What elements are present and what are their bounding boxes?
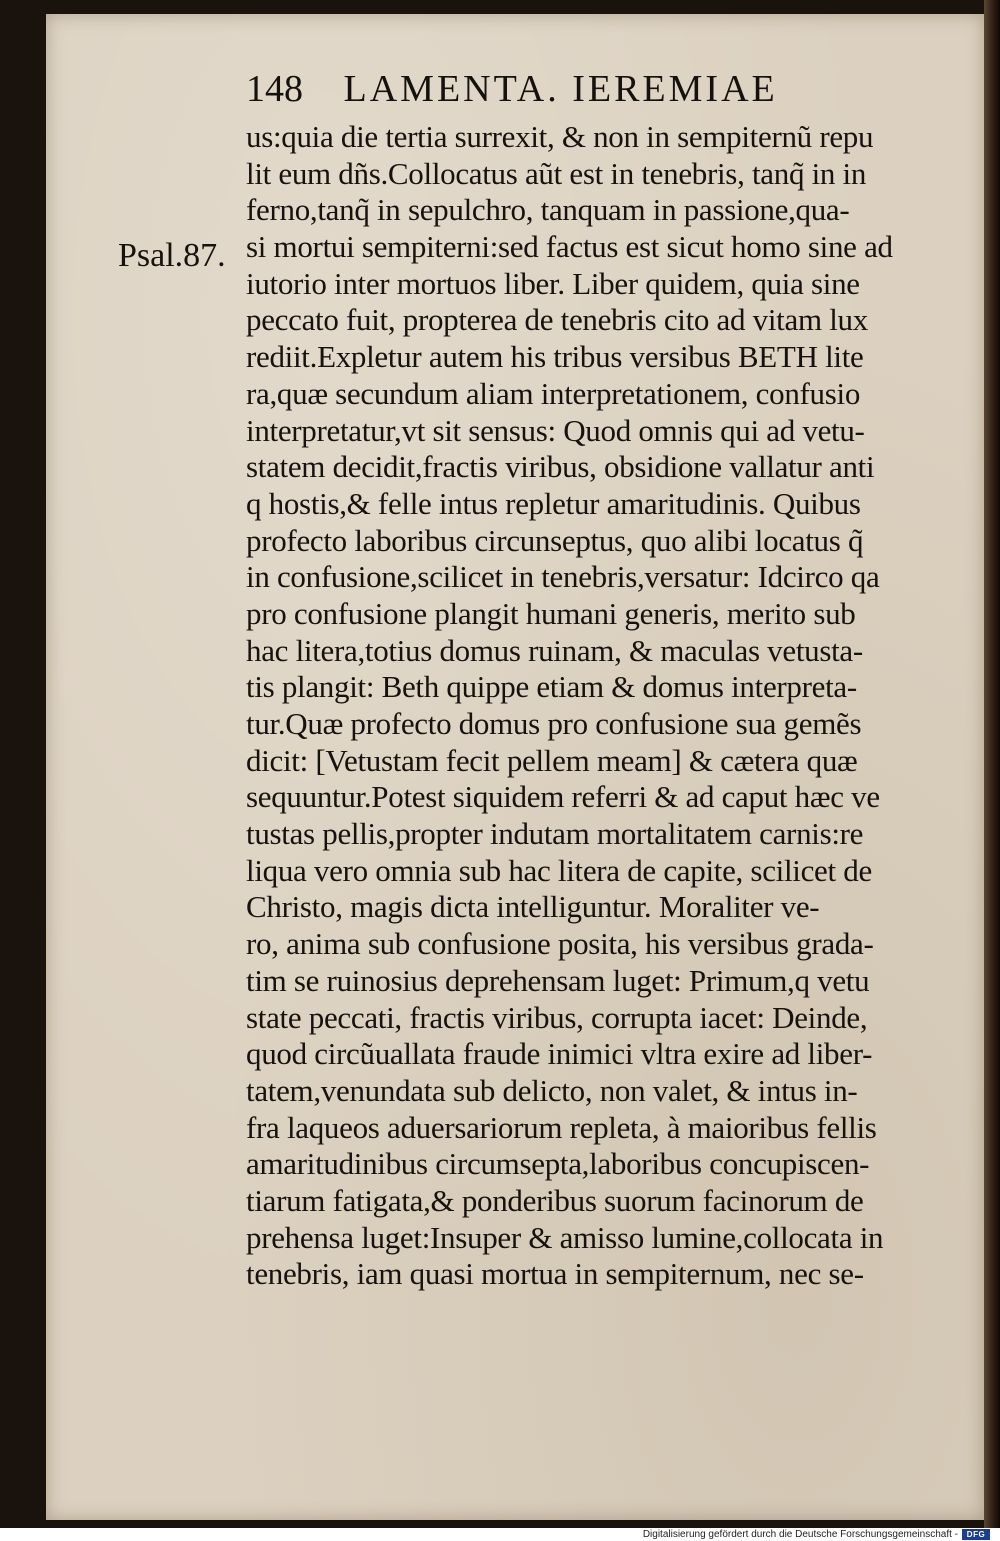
text-line: tenebris, iam quasi mortua in sempiternum, nec se- — [246, 1256, 864, 1292]
text-line: peccato fuit, propterea de tenebris cito ad vitam lux — [246, 302, 868, 338]
text-line: ferno,tanq̃ in sepulchro, tanquam in passione,qua- — [246, 192, 850, 228]
text-line: q hostis,& felle intus repletur amaritudinis. Quibus — [246, 485, 861, 521]
text-line: prehensa luget:Insuper & amisso lumine,collocata in — [246, 1219, 884, 1255]
text-line: tis plangit: Beth quippe etiam & domus interpreta- — [246, 669, 857, 705]
text-line: tur.Quæ profecto domus pro confusione sua gemẽs — [246, 706, 862, 741]
text-line: fra laqueos aduersariorum repleta, à maioribus fellis — [246, 1109, 877, 1145]
text-line: ro, anima sub confusione posita, his versibus grada- — [246, 926, 874, 962]
text-line: pro confusione plangit humani generis, merito sub — [246, 595, 856, 631]
text-line: tiarum fatigata,& ponderibus suorum facinorum de — [246, 1182, 864, 1218]
footer-bar — [0, 1528, 1000, 1541]
text-line: Christo, magis dicta intelliguntur. Moraliter ve- — [246, 889, 820, 925]
book-edge — [984, 0, 1000, 1528]
text-line: tustas pellis,propter indutam mortalitatem carnis:re — [246, 816, 864, 852]
text-line: si mortui sempiterni:sed factus est sicut homo sine ad — [246, 229, 893, 265]
text-line: rediit.Expletur autem his tribus versibus BETH lite — [246, 339, 864, 375]
text-line: quod circũuallata fraude inimici vltra exire ad liber- — [246, 1036, 873, 1072]
margin-note: Psal.87. — [118, 237, 226, 274]
text-line: profecto laboribus circunseptus, quo alibi locatus q̃ — [246, 522, 864, 558]
text-line: iutorio inter mortuos liber. Liber quidem, quia sine — [246, 265, 860, 301]
text-line: state peccati, fractis viribus, corrupta iacet: Deinde, — [246, 999, 868, 1035]
text-line: amaritudinibus circumsepta,laboribus concupiscen- — [246, 1146, 870, 1182]
text-line: interpretatur,vt sit sensus: Quod omnis qui ad vetu- — [246, 412, 865, 448]
text-line: in confusione,scilicet in tenebris,versatur: Idcirco qa — [246, 559, 880, 595]
text-line: hac litera,totius domus ruinam, & maculas vetusta- — [246, 632, 863, 668]
page-number: 148 — [246, 68, 303, 110]
text-line: tim se ruinosius deprehensam luget: Primum,q vetu — [246, 962, 870, 998]
text-line: sequuntur.Potest siquidem referri & ad caput hæc ve — [246, 779, 880, 815]
body-text — [246, 119, 968, 1293]
text-line: lit eum dñs.Collocatus aũt est in tenebris, tanq̃ in in — [246, 155, 867, 191]
text-line: dicit: [Vetustam fecit pellem meam] & cætera quæ — [246, 742, 858, 778]
running-title: LAMENTA. IEREMIAE — [343, 68, 778, 110]
text-line: us:quia die tertia surrexit, & non in sempiternũ repu — [246, 119, 874, 154]
text-line: liqua vero omnia sub hac litera de capite, scilicet de — [246, 852, 872, 888]
dfg-logo: DFG — [962, 1529, 990, 1540]
text-line: ra,quæ secundum aliam interpretationem, confusio — [246, 375, 861, 411]
text-line: statem decidit,fractis viribus, obsidione vallatur anti — [246, 449, 875, 485]
running-head — [246, 64, 926, 114]
funding-credit: Digitalisierung gefördert durch die Deutsche Forschungsgemeinschaft - — [642, 1529, 958, 1540]
text-line: tatem,venundata sub delicto, non valet, & intus in- — [246, 1072, 858, 1108]
